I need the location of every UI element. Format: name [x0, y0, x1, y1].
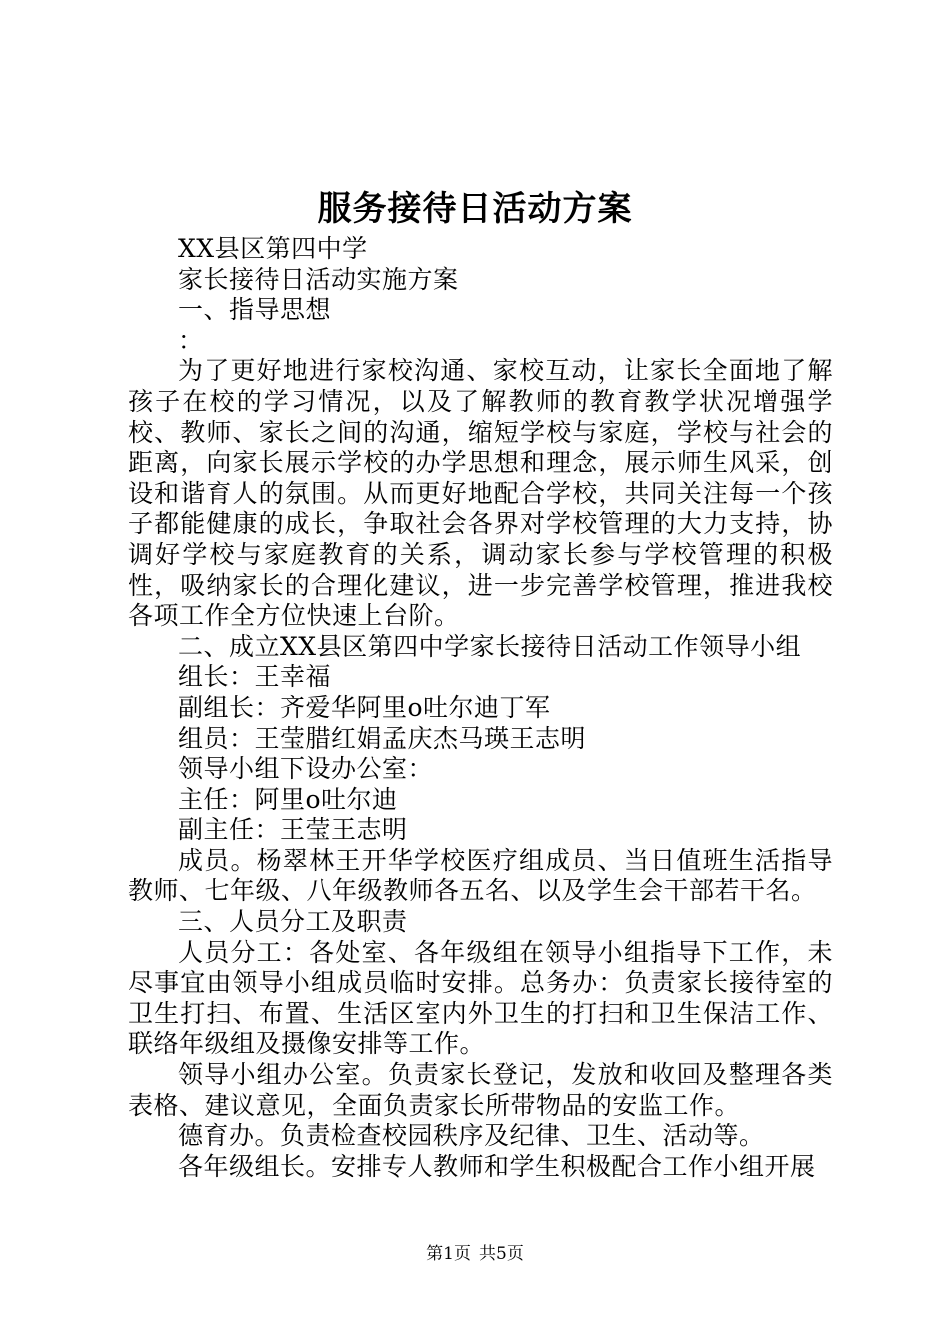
heading-responsibilities: 三、人员分工及职责 — [178, 907, 408, 937]
paragraph-director: 主任：阿里o吐尔迪 — [178, 784, 398, 814]
paragraph-plan-name: 家长接待日活动实施方案 — [178, 264, 459, 294]
paragraph-group-leader: 组长：王幸福 — [178, 662, 332, 692]
paragraph-deputy-leader: 副组长：齐爱华阿里o吐尔迪丁军 — [178, 692, 551, 722]
page-footer — [0, 1242, 950, 1266]
page-number: 第1页 — [426, 1244, 471, 1264]
paragraph-purpose: 为了更好地进行家校沟通、家校互动，让家长全面地了解孩子在校的学习情况，以及了解教师的教育教学状况增强学校、教师、家长之间的沟通，缩短学校与家庭，学校与社会的距离，向家长展示学校的办学思想和理念，展示师生风采，创设和谐育人的氛围。从而更好地配合学校，共同关注每一个孩子都能健康的成长，争取社会各界对学校管理的大力支持，协调好学校与家庭教育的关系，调动家长参与学校管理的积极性，吸纳家长的合理化建议，进一步完善学校管理，推进我校各项工作全方位快速上台阶。 — [128, 356, 833, 631]
paragraph-members: 组员：王莹腊红娟孟庆杰马瑛王志明 — [178, 723, 587, 753]
paragraph-colon: ： — [178, 325, 204, 355]
document-title: 服务接待日活动方案 — [317, 189, 633, 229]
paragraph-moral-education-office: 德育办。负责检查校园秩序及纪律、卫生、活动等。 — [178, 1121, 765, 1151]
document-body — [128, 234, 833, 1182]
paragraph-leadership-office: 领导小组办公室。负责家长登记，发放和收回及整理各类表格、建议意见，全面负责家长所带物品的安监工作。 — [128, 1060, 833, 1120]
paragraph-deputy-director: 副主任：王莹王志明 — [178, 815, 408, 845]
heading-leadership-group: 二、成立XX县区第四中学家长接待日活动工作领导小组 — [178, 631, 802, 661]
paragraph-grade-leaders: 各年级组长。安排专人教师和学生积极配合工作小组开展 — [178, 1151, 816, 1181]
paragraph-office-members: 成员。杨翠林王开华学校医疗组成员、当日值班生活指导教师、七年级、八年级教师各五名、以及学生会干部若干名。 — [128, 845, 833, 906]
heading-guiding-ideology: 一、指导思想 — [178, 295, 332, 325]
paragraph-division-of-labor: 人员分工：各处室、各年级组在领导小组指导下工作，未尽事宜由领导小组成员临时安排。总务办：负责家长接待室的卫生打扫、布置、生活区室内外卫生的打扫和卫生保洁工作、联络年级组及摄像安排等工作。 — [128, 937, 833, 1059]
paragraph-office: 领导小组下设办公室： — [178, 754, 434, 784]
paragraph-school-name: XX县区第四中学 — [178, 234, 368, 263]
page-total: 共5页 — [479, 1244, 524, 1264]
